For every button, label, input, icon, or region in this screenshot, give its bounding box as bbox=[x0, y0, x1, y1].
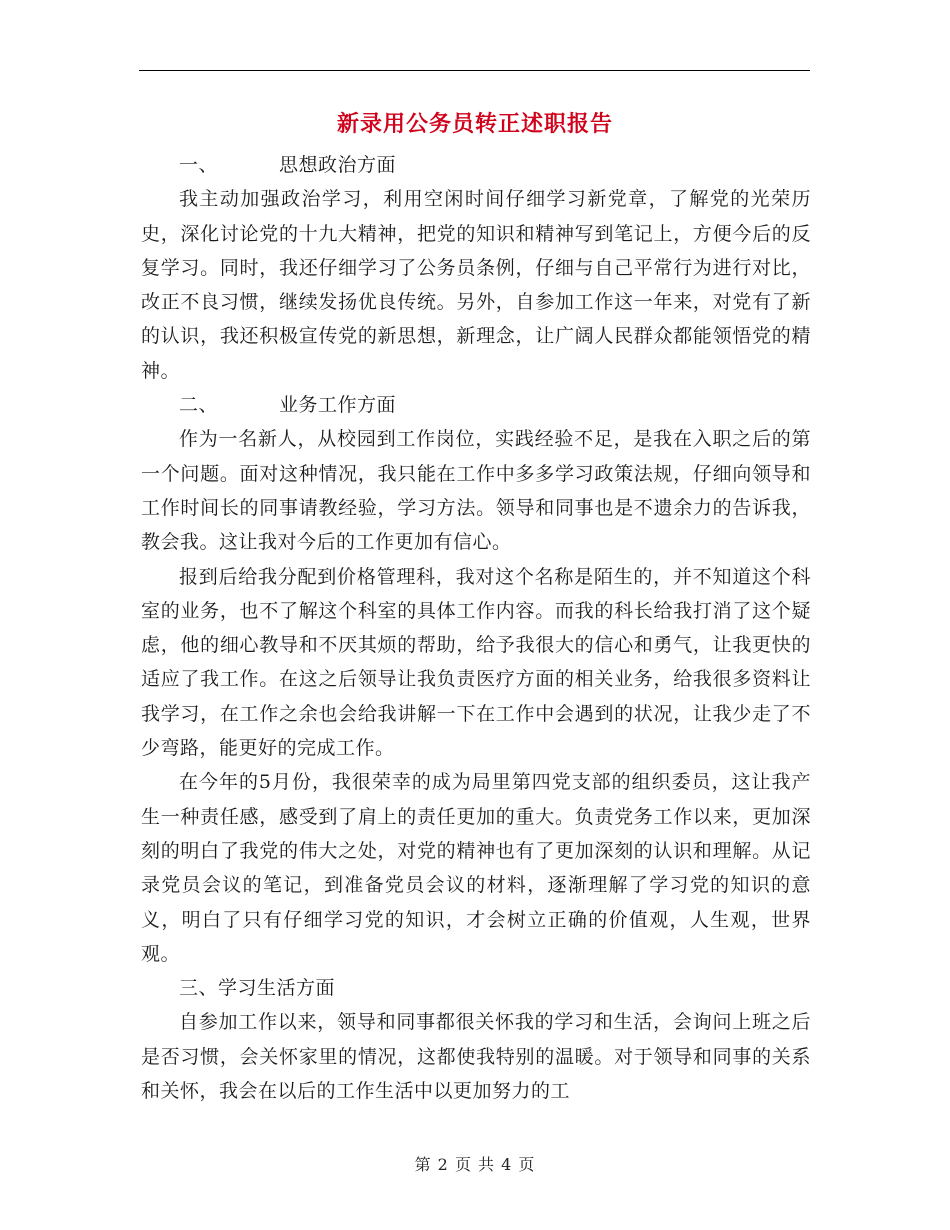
paragraph: 我主动加强政治学习，利用空闲时间仔细学习新党章，了解党的光荣历史，深化讨论党的十九大精神，把党的知识和精神写到笔记上，方便今后的反复学习。同时，我还仔细学习了公务员条例，仔细与自己平常行为进行对比，改正不良习惯，继续发扬优良传统。另外，自参加工作这一年来，对党有了新的认识，我还积极宣传党的新思想，新理念，让广阔人民群众都能领悟党的精神。 bbox=[141, 188, 811, 382]
section-title: 学习生活方面 bbox=[218, 977, 336, 1000]
section-heading bbox=[141, 388, 811, 422]
section-heading bbox=[141, 971, 811, 1005]
paragraph: 报到后给我分配到价格管理科，我对这个名称是陌生的，并不知道这个科室的业务，也不了解这个科室的具体工作内容。而我的科长给我打消了这个疑虑，他的细心教导和不厌其烦的帮助，给予我很大的信心和勇气，让我更快的适应了我工作。在这之后领导让我负责医疗方面的相关业务，给我很多资料让我学习，在工作之余也会给我讲解一下在工作中会遇到的状况，让我少走了不少弯路，能更好的完成工作。 bbox=[141, 565, 811, 760]
section-title: 业务工作方面 bbox=[279, 394, 397, 417]
paragraph: 在今年的5月份，我很荣幸的成为局里第四党支部的组织委员，这让我产生一种责任感，感受到了肩上的责任更加的重大。负责党务工作以来，更加深刻的明白了我党的伟大之处，对党的精神也有了更加深刻的认识和理解。从记录党员会议的笔记，到准备党员会议的材料，逐渐理解了学习党的知识的意义，明白了只有仔细学习党的知识，才会树立正确的价值观，人生观，世界观。 bbox=[141, 771, 811, 965]
paragraph: 作为一名新人，从校园到工作岗位，实践经验不足，是我在入职之后的第一个问题。面对这种情况，我只能在工作中多多学习政策法规，仔细向领导和工作时间长的同事请教经验，学习方法。领导和同事也是不遗余力的告诉我，教会我。这让我对今后的工作更加有信心。 bbox=[141, 428, 811, 554]
section-number: 一、 bbox=[179, 154, 219, 176]
section-number: 二、 bbox=[179, 394, 219, 417]
document-title: 新录用公务员转正述职报告 bbox=[336, 111, 613, 137]
section-title: 思想政治方面 bbox=[279, 154, 397, 176]
section-heading bbox=[141, 148, 811, 182]
document-body bbox=[141, 148, 811, 1108]
paragraph: 自参加工作以来，领导和同事都很关怀我的学习和生活，会询问上班之后是否习惯，会关怀家里的情况，这都使我特别的温暖。对于领导和同事的关系和关怀，我会在以后的工作生活中以更加努力的工 bbox=[141, 1011, 811, 1103]
page-number-footer: 第 2 页 共 4 页 bbox=[414, 1155, 536, 1174]
header-rule bbox=[139, 70, 810, 71]
section-number: 三、 bbox=[179, 977, 219, 1000]
